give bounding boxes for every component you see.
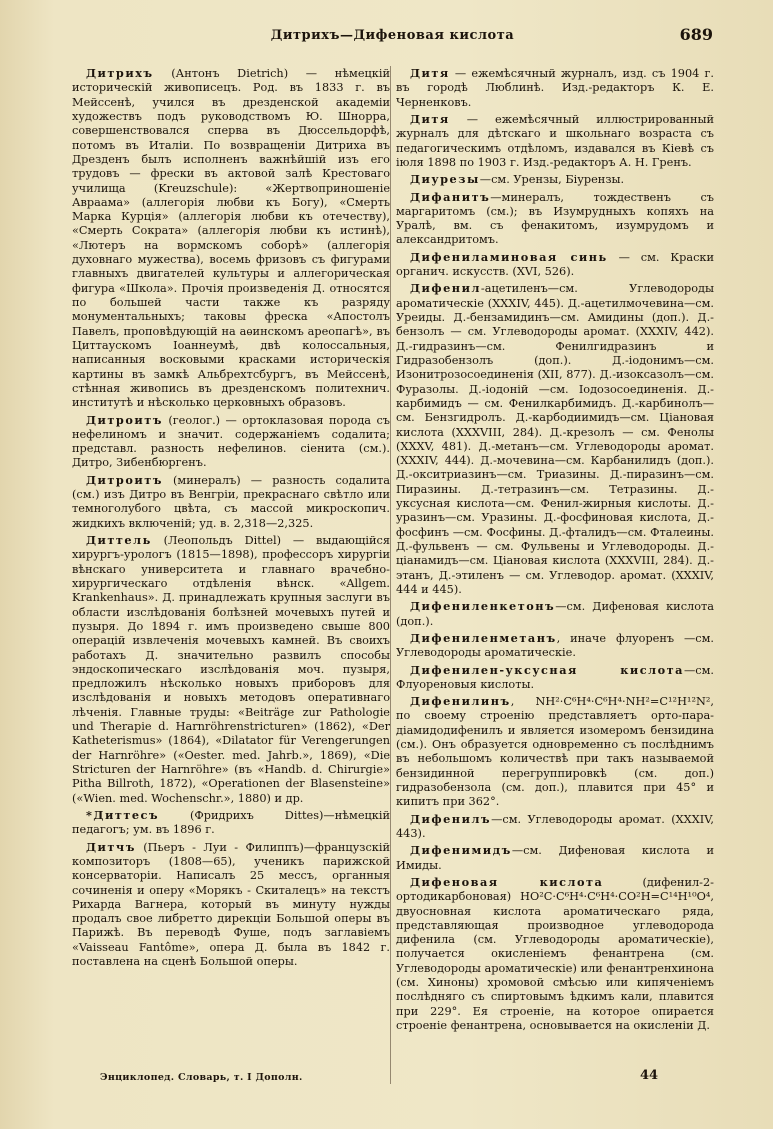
dictionary-entry [396, 875, 714, 1033]
entry-headword: Дифенилинъ [410, 694, 511, 709]
entry-headword: Дифенил [410, 281, 481, 296]
entry-headword: Дифениламиновая синь [410, 249, 608, 264]
entry-text: — ежемѣсячный иллюстрированный журналъ для дѣтскаго и школьнаго возраста съ педагогическимъ отдѣломъ, издавался въ Кіевѣ съ іюля 1898 по 1903 г. Изд.-редакторъ А. Н. Гренъ. [396, 112, 714, 169]
entry-text: (Пьеръ - Луи - Филиппъ)—французскій композиторъ (1808—65), ученикъ парижской консерваторіи. Написалъ 25 мессъ, органныя сочиненія и оперу «Морякъ - Скиталецъ» на текстъ Рихарда Вагнера, который въ минуту нужды продалъ свое либретто дирекціи Большой оперы въ Парижѣ. Въ переводѣ Фуше, подъ заглавіемъ «Vaisseau Fantôme», опера Д. была въ 1842 г. поставлена на сценѣ Большой оперы. [72, 840, 390, 969]
entry-text: (дифенил-2-ортодикарбоновая) HO²C·C⁶H⁴·C⁶H⁴·CO²H=C¹⁴H¹⁰O⁴, двуосновная кислота ароматическаго ряда, представляющая производное углеводорода дифенила (см. Углеводороды ароматическіе), получается окисленіемъ фенантрена (см. Углеводороды ароматическіе) или фенантренхинона (см. Хиноны) хромовой смѣсью или кипяченіемъ послѣдняго съ спиртовымъ ѣдкимъ кали, плавится при 229°. Ея строеніе, на которое опирается строеніе фенантрена, основывается на окисленіи Д. [396, 875, 714, 1032]
footer-note: Энциклопед. Словарь, т. I Дополн. [100, 1072, 303, 1083]
entry-headword: Дифенимидъ [410, 843, 512, 858]
entry-headword: Дифенилъ [410, 811, 492, 826]
entry-text: —см. Дифеновая кислота и Имиды. [396, 844, 714, 872]
entry-text: —см. Урензы, Біурензы. [479, 173, 625, 187]
entry-text: —см. Углеводороды аромат. (XXXIV, 443). [396, 812, 714, 840]
page-header [72, 20, 713, 52]
dictionary-entry [396, 66, 714, 110]
page-number: 689 [679, 25, 713, 44]
dictionary-entry [396, 663, 714, 693]
entry-headword: Дитя [410, 111, 450, 126]
running-head: Дитрихъ—Дифеновая кислота [270, 28, 515, 43]
dictionary-entry [72, 840, 390, 970]
entry-headword: Дитрихъ [86, 66, 154, 80]
entry-headword: Дифанитъ [410, 189, 491, 204]
right-column [396, 66, 714, 1035]
entry-headword: Дитроитъ [86, 472, 163, 487]
entry-headword: *Диттесъ [86, 807, 160, 822]
dictionary-entry [72, 808, 390, 838]
entry-text: (геолог.) — ортоклазовая порода съ нефелиномъ и значит. содержаніемъ содалита; представл. разность нефелинов. сіенита (см.). Дитро, Зибенбюргенъ. [72, 413, 390, 470]
left-column [72, 66, 390, 971]
entry-headword: Дифениленкетонъ [410, 599, 556, 614]
entry-text: —см. Дифеновая кислота (доп.). [396, 600, 714, 628]
dictionary-entry [396, 599, 714, 629]
column-divider [390, 66, 391, 1084]
dictionary-entry [396, 112, 714, 170]
dictionary-entry [396, 843, 714, 873]
entry-headword: Диттель [86, 533, 152, 547]
dictionary-entry [396, 250, 714, 280]
entry-text: —см. Флуореновыя кислоты. [396, 663, 714, 691]
entry-text: — см. Краски органич. искусств. (XVI, 526). [396, 250, 715, 279]
entry-headword: Дитроитъ [86, 412, 163, 427]
entry-text: — ежемѣсячный журналъ, изд. съ 1904 г. въ городѣ Люблинѣ. Изд.-редакторъ К. Е. Черненковъ. [396, 67, 714, 109]
entry-text: (Антонъ Dietrich) — нѣмецкій историческій живописецъ. Род. въ 1833 г. въ Мейссенѣ, учился въ дрезденской академіи художествъ подъ руководствомъ Ю. Шнорра, совершенствовался сперва въ Дюссельдорфѣ, потомъ въ Италіи. По возвращеніи Дитриха въ Дрезденъ былъ исполненъ важнѣйшій изъ его трудовъ — фрески въ актовой залѣ Крестоваго училища (Kreuzschule): «Жертвоприношеніе Авраама» (аллегорія любви къ Богу), «Смерть Марка Курція» (аллегорія любви къ отечеству), «Смерть Сократа» (аллегорія любви къ истинѣ), «Лютеръ на вормскомъ соборѣ» (аллегорія духовнаго мужества), восемь фризовъ съ фигурами главныхъ двигателей культуры и аллегорическая фигура «Школа». Прочія произведенія Д. относятся по большей части также къ разряду монументальныхъ; таковы фреска «Апостолъ Павелъ, проповѣдующій на аѳинскомъ ареопагѣ», въ Циттаускомъ Іоаннеумѣ, двѣ колоссальныя, написанныя восковыми красками историческія картины въ замкѣ Альбрехтсбургъ, въ Мейссенѣ, стѣнная живопись въ дрезденскомъ политехнич. институтѣ и нѣсколько церковныхъ образовъ. [72, 67, 390, 410]
entry-text: , иначе флуоренъ —см. Углеводороды ароматическіе. [396, 631, 714, 660]
entry-text: (минералъ) — разность содалита (см.) изъ Дитро въ Венгріи, прекраснаго свѣтло или темноголубого цвѣта, съ массой микроскопич. жидкихъ включеній; уд. в. 2,318—2,325. [72, 473, 390, 530]
dictionary-entry [72, 533, 390, 806]
signature-mark: 44 [640, 1068, 659, 1083]
entry-headword: Дифеновая кислота [410, 874, 604, 889]
entry-headword: Дитя [410, 66, 450, 80]
dictionary-entry [396, 694, 714, 810]
dictionary-entry [396, 190, 714, 248]
entry-headword: Дитчъ [86, 839, 136, 854]
dictionary-entry [396, 812, 714, 842]
dictionary-entry [396, 172, 714, 187]
dictionary-entry [72, 473, 390, 531]
entry-text: -ацетиленъ—см. Углеводороды ароматическіе (XXXIV, 445). Д.-ацетилмочевина—см. Уреиды. Д.-бензамидинъ—см. Амидины (доп.). Д.-бензолъ — см. Углеводороды аромат. (XXXIV, 442). Д.-гидразинъ—см. Фенилгидразинъ и Гидразобензолъ (доп.). Д.-іодонимъ—см. Изонитрозосоединенія (XII, 877). Д.-изоксазолъ—см. Фуразолы. Д.-іодоній —см. Іодозосоединенія. Д.-карбимидъ — см. Фенилкарбимидъ. Д.-карбинолъ—см. Бензгидролъ. Д.-карбодиимидъ—см. Ціановая кислота (XXXVIII, 284). Д.-крезолъ — см. Фенолы (XXXV, 481). Д.-метанъ—см. Углеводороды аромат. (XXXIV, 444). Д.-мочевина—см. Карбанилидъ (доп.). Д.-окситриазинъ—см. Триазины. Д.-пиразинъ—см. Пиразины. Д.-тетразинъ—см. Тетразины. Д.-уксусная кислота—см. Фенил-жирныя кислоты. Д.-уразинъ—см. Уразины. Д.-фосфиновая кислота, Д.-фосфинъ —см. Фосфины. Д.-фталидъ—см. Фталеины. Д.-фульвенъ — см. Фульвены и Углеводороды. Д.-ціанамидъ—см. Ціановая кислота (XXXVIII, 284). Д.-этанъ, Д.-этиленъ — см. Углеводор. аромат. (XXXIV, 444 и 445). [396, 282, 714, 596]
dictionary-entry [396, 631, 714, 661]
entry-headword: Диурезы [410, 172, 480, 187]
entry-text: —минералъ, тождественъ съ маргаритомъ (см.); въ Изумрудныхъ копяхъ на Уралѣ, вм. съ фенакитомъ, изумрудомъ и александритомъ. [396, 190, 714, 247]
entry-text: (Фридрихъ Dittes)—нѣмецкій педагогъ; ум. въ 1896 г. [72, 808, 390, 837]
entry-headword: Дифениленметанъ [410, 630, 557, 645]
dictionary-entry [72, 66, 390, 411]
entry-text: (Леопольдъ Dittel) — выдающійся хирургъ-урологъ (1815—1898), профессоръ хирургіи вѣнскаго университета и главнаго врачебно-хирургическаго отдѣленія вѣнск. «Allgem. Krankenhaus». Д. принадлежать крупныя заслуги въ области изслѣдованія болѣзней мочевыхъ путей и пузыря. До 1894 г. имъ произведено свыше 800 операцій извлеченія мочевыхъ камней. Въ своихъ работахъ Д. значительно развилъ способы эндоскопическаго изслѣдованія моч. пузыря, предложилъ нѣсколько новыхъ приборовъ для изслѣдованія и новыхъ методовъ оперативнаго лѣченія. Главные труды: «Beiträge zur Pathologie und Therapie d. Harnröhrenstricturen» (1862), «Der Katheterismus» (1864), «Dilatator für Verengerungen der Harnröhre» («Oester. med. Jahrb.», 1869), «Die Stricturen der Harnröhre» (въ «Handb. d. Chirurgie» Pitha Billroth, 1872), «Operationen der Blasensteine» («Wien. med. Wochenschr.», 1880) и др. [72, 534, 390, 805]
entry-text: , NH²·C⁶H⁴·C⁶H⁴·NH²=C¹²H¹²N², по своему строенію представляетъ орто-пара-діамидодифенилъ и является изомеромъ бензидина (см.). Онъ образуется одновременно съ послѣднимъ въ небольшомъ количествѣ при такъ называемой бензидинной перегруппировкѣ (см. доп.) гидразобензола (см. доп.), плавится при 45° и кипитъ при 362°. [396, 695, 714, 809]
dictionary-entry [396, 281, 714, 597]
dictionary-entry [72, 413, 390, 471]
entry-headword: Дифенилен-уксусная кислота [410, 662, 684, 677]
